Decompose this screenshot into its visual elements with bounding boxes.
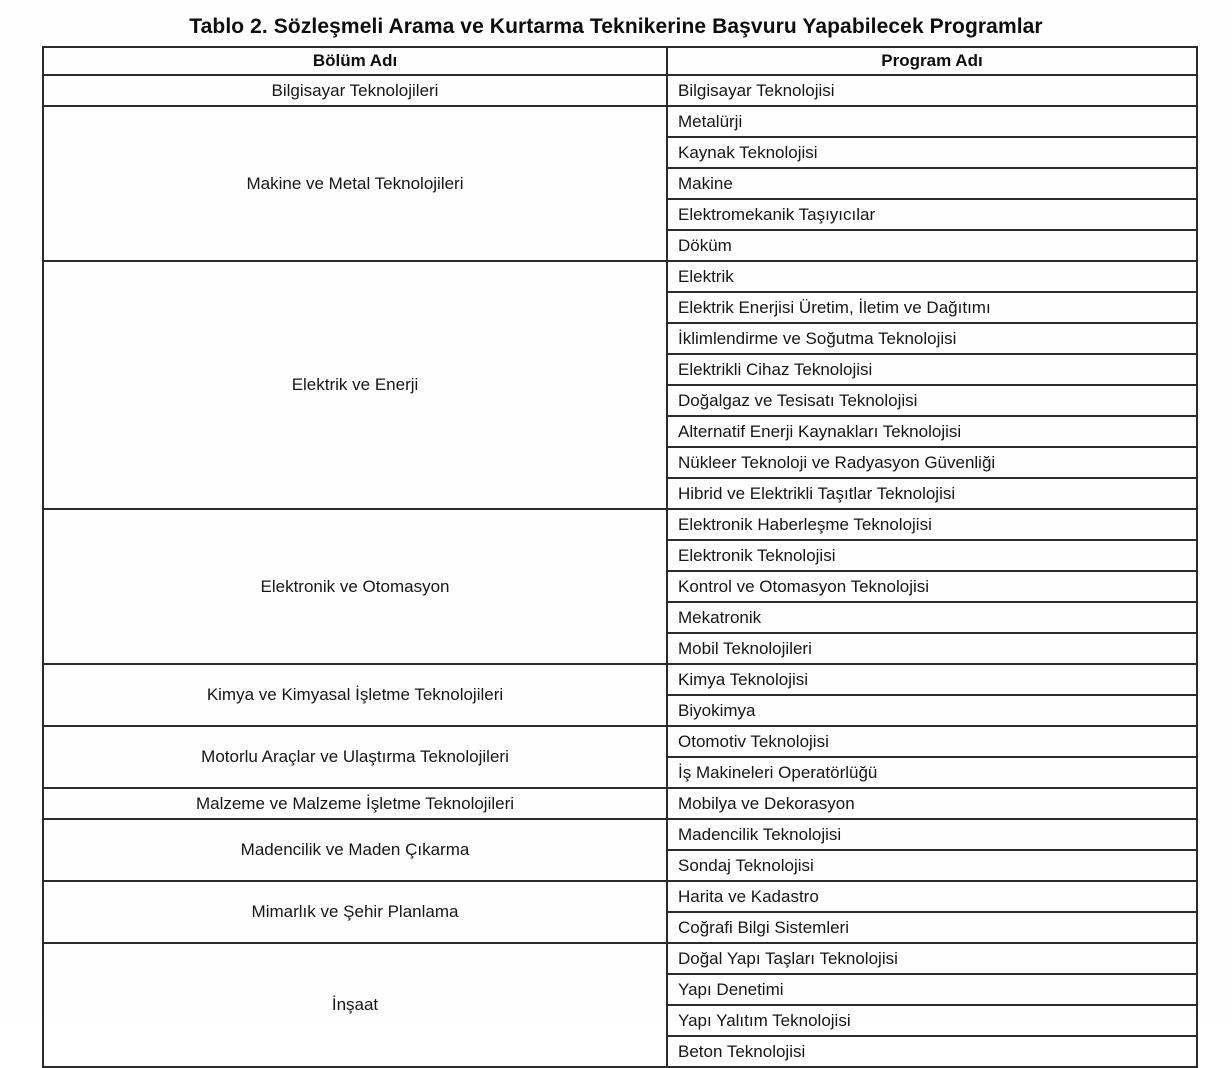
program-cell: Yapı Denetimi xyxy=(667,974,1197,1005)
table-body xyxy=(43,75,1197,1067)
program-cell: Mobilya ve Dekorasyon xyxy=(667,788,1197,819)
program-cell: İş Makineleri Operatörlüğü xyxy=(667,757,1197,788)
program-cell: Elektronik Teknolojisi xyxy=(667,540,1197,571)
table-row xyxy=(43,261,1197,292)
program-cell: Kaynak Teknolojisi xyxy=(667,137,1197,168)
program-cell: Elektrikli Cihaz Teknolojisi xyxy=(667,354,1197,385)
bolum-cell: Motorlu Araçlar ve Ulaştırma Teknolojileri xyxy=(43,726,667,788)
program-cell: Döküm xyxy=(667,230,1197,261)
table-row xyxy=(43,943,1197,974)
program-cell: Mekatronik xyxy=(667,602,1197,633)
bolum-cell: Elektrik ve Enerji xyxy=(43,261,667,509)
program-cell: Elektrik xyxy=(667,261,1197,292)
bolum-cell: Kimya ve Kimyasal İşletme Teknolojileri xyxy=(43,664,667,726)
bolum-cell: Bilgisayar Teknolojileri xyxy=(43,75,667,106)
table-row xyxy=(43,509,1197,540)
program-cell: Makine xyxy=(667,168,1197,199)
program-cell: Elektrik Enerjisi Üretim, İletim ve Dağıtımı xyxy=(667,292,1197,323)
header-row xyxy=(43,47,1197,75)
program-cell: Alternatif Enerji Kaynakları Teknolojisi xyxy=(667,416,1197,447)
programs-table xyxy=(42,46,1198,1068)
table-row xyxy=(43,788,1197,819)
program-cell: Elektronik Haberleşme Teknolojisi xyxy=(667,509,1197,540)
bolum-cell: Madencilik ve Maden Çıkarma xyxy=(43,819,667,881)
table-row xyxy=(43,664,1197,695)
program-cell: Beton Teknolojisi xyxy=(667,1036,1197,1067)
table-row xyxy=(43,881,1197,912)
program-cell: İklimlendirme ve Soğutma Teknolojisi xyxy=(667,323,1197,354)
table-row xyxy=(43,726,1197,757)
program-cell: Hibrid ve Elektrikli Taşıtlar Teknolojisi xyxy=(667,478,1197,509)
bolum-cell: Mimarlık ve Şehir Planlama xyxy=(43,881,667,943)
program-cell: Harita ve Kadastro xyxy=(667,881,1197,912)
program-cell: Elektromekanik Taşıyıcılar xyxy=(667,199,1197,230)
program-cell: Bilgisayar Teknolojisi xyxy=(667,75,1197,106)
program-cell: Biyokimya xyxy=(667,695,1197,726)
table-row xyxy=(43,75,1197,106)
bolum-cell: Elektronik ve Otomasyon xyxy=(43,509,667,664)
program-cell: Otomotiv Teknolojisi xyxy=(667,726,1197,757)
table-row xyxy=(43,819,1197,850)
program-cell: Doğalgaz ve Tesisatı Teknolojisi xyxy=(667,385,1197,416)
program-cell: Mobil Teknolojileri xyxy=(667,633,1197,664)
bolum-cell: İnşaat xyxy=(43,943,667,1067)
program-cell: Metalürji xyxy=(667,106,1197,137)
program-cell: Kontrol ve Otomasyon Teknolojisi xyxy=(667,571,1197,602)
program-cell: Madencilik Teknolojisi xyxy=(667,819,1197,850)
program-cell: Nükleer Teknoloji ve Radyasyon Güvenliği xyxy=(667,447,1197,478)
bolum-cell: Makine ve Metal Teknolojileri xyxy=(43,106,667,261)
program-cell: Yapı Yalıtım Teknolojisi xyxy=(667,1005,1197,1036)
header-bolum: Bölüm Adı xyxy=(43,47,667,75)
page-title: Tablo 2. Sözleşmeli Arama ve Kurtarma Teknikerine Başvuru Yapabilecek Programlar xyxy=(189,15,1043,38)
program-cell: Sondaj Teknolojisi xyxy=(667,850,1197,881)
bolum-cell: Malzeme ve Malzeme İşletme Teknolojileri xyxy=(43,788,667,819)
header-program: Program Adı xyxy=(667,47,1197,75)
program-cell: Coğrafi Bilgi Sistemleri xyxy=(667,912,1197,943)
program-cell: Kimya Teknolojisi xyxy=(667,664,1197,695)
table-row xyxy=(43,106,1197,137)
program-cell: Doğal Yapı Taşları Teknolojisi xyxy=(667,943,1197,974)
